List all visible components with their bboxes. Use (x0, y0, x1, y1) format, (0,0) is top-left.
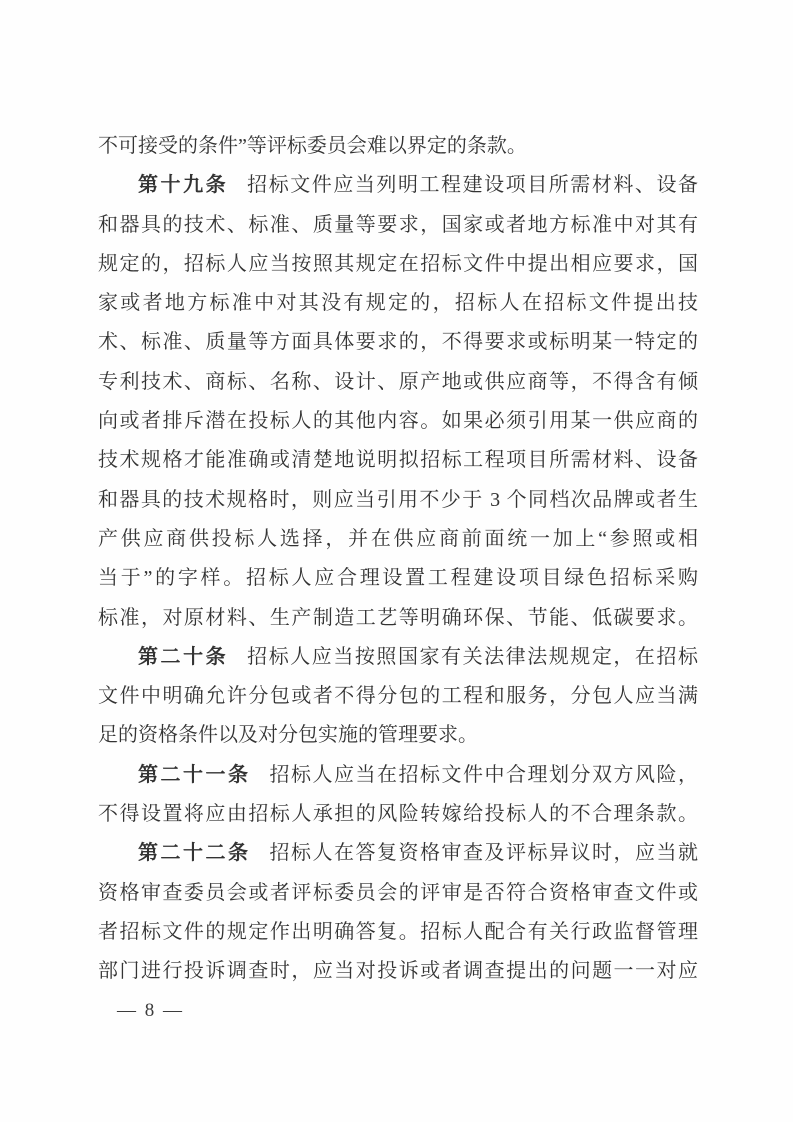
text-line (98, 245, 698, 284)
text-line (98, 127, 698, 166)
text-line (98, 874, 698, 913)
line-text: 术、标准、质量等方面具体要求的，不得要求或标明某一特定的 (98, 331, 698, 354)
line-text: 部门进行投诉调查时，应当对投诉或者调查提出的问题一一对应 (98, 960, 698, 983)
document-body (98, 127, 698, 992)
line-text: 足的资格条件以及对分包实施的管理要求。 (98, 724, 478, 747)
line-text: 资格审查委员会或者评标委员会的评审是否符合资格审查文件或 (98, 881, 698, 904)
text-line (98, 952, 698, 991)
line-text: 招标人应当在招标文件中合理划分双方风险， (269, 763, 698, 786)
text-line (98, 481, 698, 520)
text-line (98, 913, 698, 952)
line-text: 招标人应当按照国家有关法律法规规定，在招标 (247, 645, 698, 668)
text-line (98, 520, 698, 559)
article-number: 第二十一条 (138, 763, 251, 786)
line-text: 不可接受的条件”等评标委员会难以界定的条款。 (98, 135, 527, 157)
line-text: 技术规格才能准确或清楚地说明拟招标工程项目所需材料、设备 (98, 449, 698, 472)
line-text: 招标文件应当列明工程建设项目所需材料、设备 (247, 174, 698, 197)
line-text: 文件中明确允许分包或者不得分包的工程和服务，分包人应当满 (98, 685, 698, 708)
page-number: — 8 — (117, 1000, 184, 1021)
text-line (98, 323, 698, 362)
text-line (98, 795, 698, 834)
line-text: 不得设置将应由招标人承担的风险转嫁给投标人的不合理条款。 (98, 803, 698, 826)
text-line (98, 638, 698, 677)
text-line (98, 441, 698, 480)
line-text: 和器具的技术、标准、质量等要求，国家或者地方标准中对其有 (98, 213, 698, 236)
text-line (98, 756, 698, 795)
text-line (98, 166, 698, 205)
line-text: 家或者地方标准中对其没有规定的，招标人在招标文件提出技 (98, 292, 698, 315)
text-line (98, 599, 698, 638)
text-line (98, 834, 698, 873)
line-text: 规定的，招标人应当按照其规定在招标文件中提出相应要求，国 (98, 252, 698, 275)
line-text: 招标人在答复资格审查及评标异议时，应当就 (269, 842, 698, 865)
line-text: 当于”的字样。招标人应合理设置工程建设项目绿色招标采购 (98, 567, 698, 590)
text-line (98, 284, 698, 323)
line-text: 和器具的技术规格时，则应当引用不少于 3 个同档次品牌或者生 (98, 488, 698, 511)
line-text: 产供应商供投标人选择，并在供应商前面统一加上“参照或相 (98, 527, 698, 550)
text-line (98, 206, 698, 245)
text-line (98, 363, 698, 402)
line-text: 标准，对原材料、生产制造工艺等明确环保、节能、低碳要求。 (98, 606, 698, 629)
line-text: 专利技术、商标、名称、设计、原产地或供应商等，不得含有倾 (98, 370, 698, 393)
line-text: 者招标文件的规定作出明确答复。招标人配合有关行政监督管理 (98, 920, 698, 943)
article-number: 第二十二条 (138, 842, 251, 865)
text-line (98, 402, 698, 441)
text-line (98, 677, 698, 716)
line-text: 向或者排斥潜在投标人的其他内容。如果必须引用某一供应商的 (98, 410, 698, 433)
article-number: 第二十条 (138, 645, 229, 668)
article-number: 第十九条 (138, 174, 229, 197)
text-line (98, 559, 698, 598)
text-line (98, 716, 698, 755)
